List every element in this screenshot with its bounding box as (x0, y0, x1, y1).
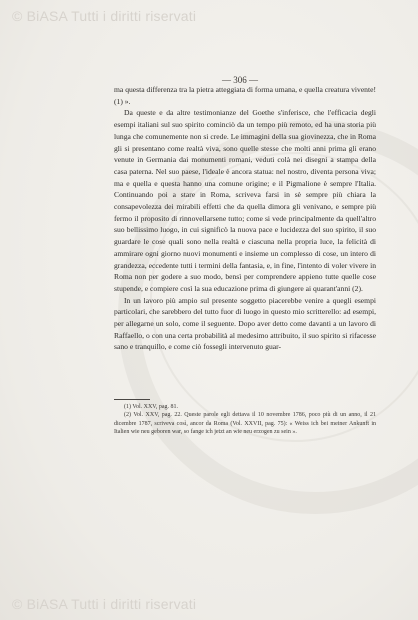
page-number: — 306 — (222, 75, 258, 85)
body-text (114, 84, 376, 353)
footnote-divider (114, 399, 150, 400)
watermark-top: © BiASA Tutti i diritti riservati (12, 8, 197, 24)
watermark-bottom: © BiASA Tutti i diritti riservati (12, 596, 197, 612)
paragraph: ma questa differenza tra la pietra atteggiata di forma umana, e quella creatura vivente! (1) ». (114, 85, 376, 106)
paragraph: In un lavoro più ampio sul presente soggetto piacerebbe venire a quegli esempi particolari, che sarebbero del tutto fuor di luogo in questo mio scritterello: ad esempi, per allegarne un solo, come il seguente. Dopo aver detto come davanti a un lavoro di Raffaello, o con una certa probabilità al medesimo attribuito, il suo spirito si rifacesse sano e tranquillo, e come ciò fossegli intervenuto guar- (114, 295, 376, 352)
footnote: (2) Vol. XXV, pag. 22. Queste parole egli dettava il 10 novembre 1786, poco più di un anno, il 21 dicembre 1787, scriveva così, ancor da Roma (Vol. XXVII, pag. 75): « Weiss ich bei meiner Ankunft in Italien wie neu geboren war, so fange ich jetzt an wie neu erzogen zu sein ». (114, 412, 376, 436)
footnotes (114, 403, 376, 437)
paragraph: Da queste e da altre testimonianze del Goethe s'inferisce, che l'efficacia degli esempi italiani sul suo spirito cominciò da un tempo più remoto, ed ha una storia più lunga che comunemente non si crede. Le immagini della sua giovinezza, che in Roma gli si presentano come realtà viva, sono quelle stesse che molti anni prima gli erano venute in Germania dai monumenti romani, veduti colà nei disegni a stampa della casa paterna. Nel suo paese, l'ideale è ancora statua: nel nostro, diventa persona viva; ma e quella e questa hanno una comune origine; e il Pigmalione è sempre l'Italia. Continuando poi a stare in Roma, scriveva farsi in sè sempre più chiara la consapevolezza dei mirabili effetti che da quella dimora gli venivano, e sempre più fermo il proposito di rinnovellarsene tutto; come si vede principalmente da quell'altro suo bellissimo luogo, in cui significò la nuova pace e lucidezza del suo spirito, il suo guardare le cose quali sono nella realtà e ciascuna nella propria luce, la felicità di ammirare ogni giorno nuovi monumenti e insieme un complesso di cose, un intero di grandezza, eccedente tutti i termini della fantasia, e, in fine, l'intento di voler vivere in Roma non per godere a suo modo, bensì per comprendere appieno tutte quelle cose stupende, e compiere così la sua educazione prima di giungere ai quarant'anni (2). (114, 108, 376, 293)
footnote: (1) Vol. XXV, pag. 81. (124, 404, 179, 410)
